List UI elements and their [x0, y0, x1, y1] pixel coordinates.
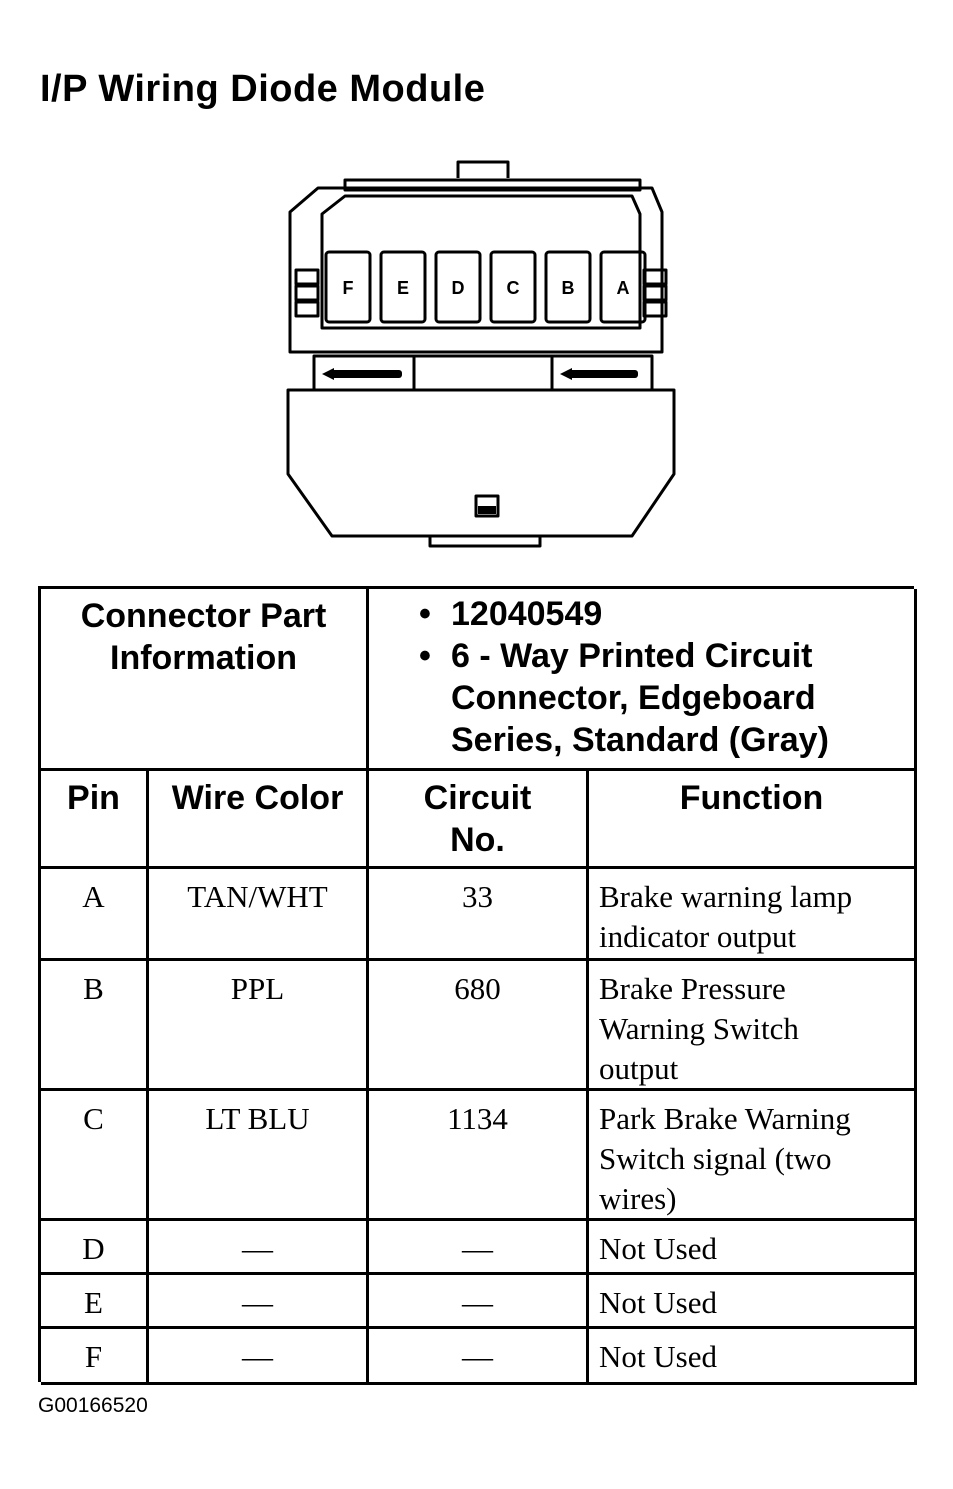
row-c-pin: C: [41, 1091, 149, 1221]
row-b-wire-color: PPL: [149, 961, 369, 1091]
header-circuit-no: Circuit No.: [369, 771, 589, 869]
connector-part-info-label: Connector Part Information: [41, 589, 369, 771]
row-e-pin: E: [41, 1275, 149, 1329]
row-b-pin: B: [41, 961, 149, 1091]
row-e-function: Not Used: [589, 1275, 917, 1329]
row-f-function: Not Used: [589, 1329, 917, 1385]
row-c-wire-color: LT BLU: [149, 1091, 369, 1221]
connector-part-info-values: [369, 589, 917, 771]
connector-diagram: [0, 0, 953, 560]
header-function: Function: [589, 771, 917, 869]
pin-label-b: B: [561, 278, 575, 298]
connector-table: [38, 586, 914, 1382]
connector-description: • 6 - Way Printed Circuit Connector, Edgeboard Series, Standard (Gray): [419, 635, 900, 761]
row-c-function: Park Brake Warning Switch signal (two wires): [589, 1091, 917, 1221]
row-a-pin: A: [41, 869, 149, 961]
row-d-circuit: —: [369, 1221, 589, 1275]
row-b-function: Brake Pressure Warning Switch output: [589, 961, 917, 1091]
pin-label-e: E: [396, 278, 410, 298]
row-e-wire-color: —: [149, 1275, 369, 1329]
row-c-circuit: 1134: [369, 1091, 589, 1221]
row-f-circuit: —: [369, 1329, 589, 1385]
row-d-wire-color: —: [149, 1221, 369, 1275]
row-f-wire-color: —: [149, 1329, 369, 1385]
row-e-circuit: —: [369, 1275, 589, 1329]
header-wire-color: Wire Color: [149, 771, 369, 869]
pin-label-c: C: [506, 278, 520, 298]
row-d-function: Not Used: [589, 1221, 917, 1275]
header-pin: Pin: [41, 771, 149, 869]
row-f-pin: F: [41, 1329, 149, 1385]
row-a-function: Brake warning lamp indicator output: [589, 869, 917, 961]
row-a-wire-color: TAN/WHT: [149, 869, 369, 961]
pin-label-d: D: [451, 278, 465, 298]
pin-label-a: A: [616, 278, 630, 298]
figure-id: G00166520: [38, 1394, 148, 1417]
row-a-circuit: 33: [369, 869, 589, 961]
page-title: I/P Wiring Diode Module: [40, 68, 486, 110]
row-b-circuit: 680: [369, 961, 589, 1091]
part-number: • 12040549: [419, 593, 900, 635]
row-d-pin: D: [41, 1221, 149, 1275]
pin-label-f: F: [342, 278, 354, 298]
